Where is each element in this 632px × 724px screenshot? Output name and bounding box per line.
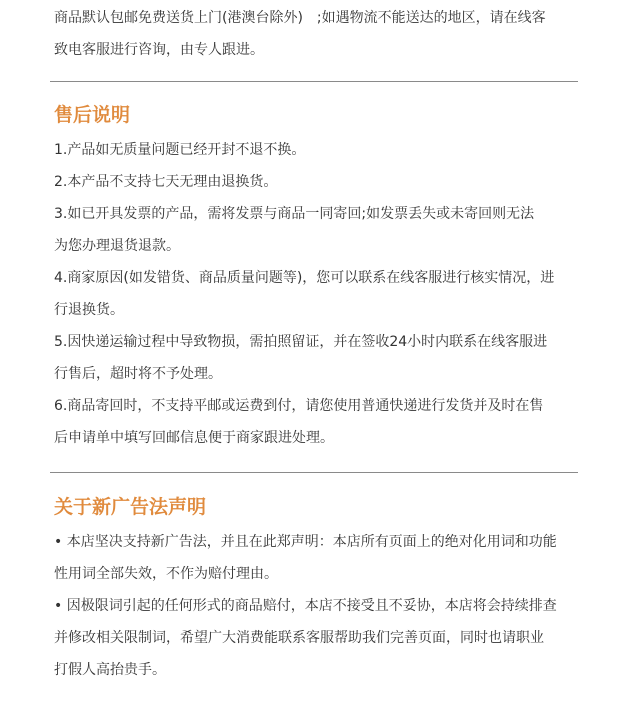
- after-sales-line: 为您办理退货退款。: [54, 238, 180, 254]
- after-sales-line: 行售后，超时将不予处理。: [54, 366, 222, 382]
- after-sales-line: 2.本产品不支持七天无理由退换货。: [54, 174, 278, 190]
- after-sales-line: 1.产品如无质量问题已经开封不退不换。: [54, 142, 306, 158]
- shipping-note: [54, 2, 594, 66]
- after-sales-line: 3.如已开具发票的产品，需将发票与商品一同寄回;如发票丢失或未寄回则无法: [54, 206, 535, 222]
- section-divider: [50, 81, 578, 82]
- ad-law-line: 打假人高抬贵手。: [54, 662, 166, 678]
- section-divider: [50, 472, 578, 473]
- after-sales-list: [54, 134, 594, 454]
- ad-law-line: • 因极限词引起的任何形式的商品赔付，本店不接受且不妥协，本店将会持续排查: [54, 598, 557, 614]
- after-sales-line: 行退换货。: [54, 302, 124, 318]
- after-sales-line: 后申请单中填写回邮信息便于商家跟进处理。: [54, 430, 334, 446]
- ad-law-line: • 本店坚决支持新广告法，并且在此郑声明：本店所有页面上的绝对化用词和功能: [54, 534, 557, 550]
- shipping-line: 致电客服进行咨询，由专人跟进。: [54, 42, 264, 58]
- shipping-line: 商品默认包邮免费送货上门(港澳台除外) ;如遇物流不能送达的地区，请在线客: [54, 10, 546, 26]
- ad-law-line: 并修改相关限制词，希望广大消费能联系客服帮助我们完善页面，同时也请职业: [54, 630, 544, 646]
- ad-law-title: 关于新广告法声明: [54, 496, 207, 518]
- ad-law-list: [54, 526, 594, 686]
- after-sales-line: 4.商家原因(如发错货、商品质量问题等)，您可以联系在线客服进行核实情况，进: [54, 270, 555, 286]
- after-sales-line: 5.因快递运输过程中导致物损，需拍照留证，并在签收24小时内联系在线客服进: [54, 334, 548, 350]
- ad-law-line: 性用词全部失效，不作为赔付理由。: [54, 566, 278, 582]
- after-sales-title: 售后说明: [54, 104, 131, 126]
- after-sales-line: 6.商品寄回时，不支持平邮或运费到付，请您使用普通快递进行发货并及时在售: [54, 398, 544, 414]
